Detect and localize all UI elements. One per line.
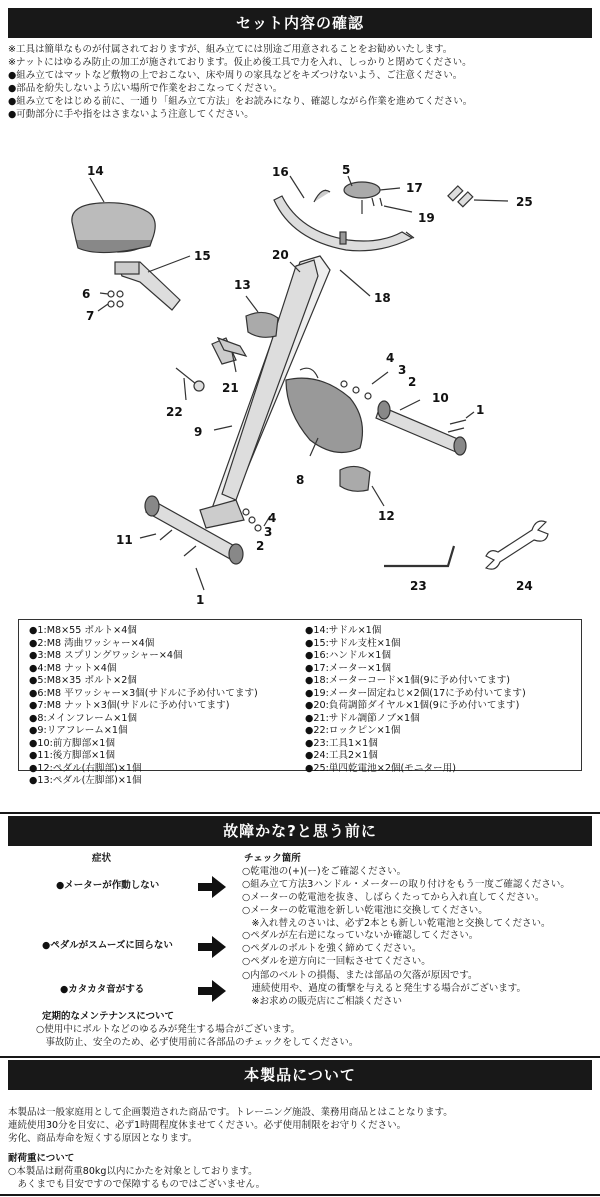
- pedal-left-part: [246, 312, 278, 337]
- label-1-right: 1: [476, 403, 485, 417]
- part-item: ●12:ペダル(右脚部)×1個: [29, 762, 142, 774]
- label-1-bottom: 1: [196, 593, 205, 607]
- note-line: ●可動部分に手や指をはさまないよう注意してください。: [8, 109, 254, 120]
- note-line: ●部品を紛失しないよう広い場所で作業をおこなってください。: [8, 83, 283, 94]
- label-11: 11: [116, 533, 133, 547]
- weight-line: あくまでも目安ですので保障するものではございません。: [8, 1179, 266, 1190]
- weight-title: 耐荷重について: [8, 1153, 75, 1164]
- maintenance-line: ○使用中にボルトなどのゆるみが発生する場合がございます。: [36, 1024, 301, 1035]
- part-item: ●24:工具2×1個: [305, 750, 378, 761]
- divider: [0, 812, 600, 814]
- part-item: ●3:M8 スプリングワッシャー×4個: [29, 650, 183, 661]
- tool-1-part: [384, 546, 454, 566]
- check-line: 連続使用や、過度の衝撃を与えると発生する場合がございます。: [242, 983, 527, 994]
- label-22: 22: [166, 405, 183, 419]
- check-line: ○内部のベルトの損傷、または部品の欠落が原因です。: [242, 970, 478, 981]
- part-item: ●4:M8 ナット×4個: [29, 662, 117, 674]
- part-item: ●9:リアフレーム×1個: [29, 725, 128, 736]
- label-3-bottom: 3: [264, 525, 273, 539]
- label-21: 21: [222, 381, 239, 395]
- note-line: ※工具は簡単なものが付属されておりますが、組み立てには別途ご用意されることをお勧めいたします。: [8, 44, 453, 55]
- label-25: 25: [516, 195, 533, 209]
- label-17: 17: [406, 181, 423, 195]
- pedal-right-part: [340, 466, 370, 491]
- parts-list-left: [29, 625, 258, 788]
- part-item: ●13:ペダル(左脚部)×1個: [29, 775, 142, 786]
- symptom-pedal: ●ペダルがスムーズに回らない: [42, 940, 173, 951]
- label-3-top: 3: [398, 363, 407, 377]
- parts-list-box: [18, 619, 582, 786]
- divider: [0, 1056, 600, 1058]
- note-line: ※ナットにはゆるみ防止の加工が施されております。仮止め後工具で力を入れ、しっかりと閉めてください。: [8, 57, 472, 68]
- maintenance-title: 定期的なメンテナンスについて: [42, 1011, 175, 1022]
- check-line: ○組み立て方法3ハンドル・メーターの取り付けをもう一度ご確認ください。: [242, 879, 570, 890]
- weight-line: ○本製品は耐荷重80kg以内にかたを対象としております。: [8, 1166, 258, 1177]
- part-item: ●1:M8×55 ボルト×4個: [29, 625, 137, 636]
- label-16: 16: [272, 165, 289, 179]
- part-item: ●11:後方脚部×1個: [29, 750, 115, 761]
- part-item: ●25:単四乾電池×2個(モニター用): [305, 762, 456, 774]
- meter-part: [344, 182, 380, 198]
- part-item: ●18:メーターコード×1個(9に予め付いてます): [305, 675, 511, 686]
- check-line: ○ペダルのボルトを強く締めてください。: [242, 943, 422, 954]
- about-line: 連続使用30分を目安に、必ず1時間程度休ませてください。必ず使用制限をお守りください。: [8, 1120, 407, 1131]
- part-item: ●7:M8 ナット×3個(サドルに予め付いてます): [29, 700, 230, 711]
- about-line: 本製品は一般家庭用として企画製造された商品です。トレーニング施設、業務用商品とはことなります。: [8, 1107, 453, 1118]
- label-24: 24: [516, 579, 533, 593]
- symptom-noise: ●カタカタ音がする: [60, 984, 145, 995]
- label-7: 7: [86, 309, 95, 323]
- arrow-right-icon: [198, 876, 226, 898]
- label-8: 8: [296, 473, 305, 487]
- label-6: 6: [82, 287, 91, 301]
- about-line: 劣化、商品寿命を短くする原因となります。: [8, 1133, 198, 1144]
- label-18: 18: [374, 291, 391, 305]
- symptom-header: 症状: [92, 853, 112, 864]
- check-line: ※入れ替えのさいは、必ず2本とも新しい乾電池と交換してください。: [242, 918, 551, 929]
- part-item: ●6:M8 平ワッシャー×3個(サドルに予め付いてます): [29, 687, 258, 699]
- check-line: ○ペダルが左右逆になっていないか確認してください。: [242, 930, 479, 941]
- about-section-title: 本製品について: [8, 1060, 592, 1090]
- trouble-section-title: 故障かな?と思う前に: [8, 816, 592, 846]
- label-15: 15: [194, 249, 211, 263]
- part-item: ●22:ロックピン×1個: [305, 725, 401, 736]
- label-23: 23: [410, 579, 427, 593]
- label-4-top: 4: [386, 351, 395, 365]
- arrow-right-icon: [198, 980, 226, 1002]
- part-item: ●14:サドル×1個: [305, 625, 382, 636]
- label-14: 14: [87, 164, 104, 178]
- parts-diagram: [0, 140, 600, 615]
- check-line: ※お求めの販売店にご相談ください: [242, 996, 402, 1007]
- maintenance-line: 事故防止、安全のため、必ず使用前に各部品のチェックをしてください。: [36, 1037, 359, 1048]
- label-2-top: 2: [408, 375, 417, 389]
- part-item: ●20:負荷調節ダイヤル×1個(9に予め付いてます): [305, 700, 520, 711]
- part-item: ●17:メーター×1個: [305, 662, 391, 674]
- check-line: ○乾電池の(+)(ー)をご確認ください。: [242, 866, 407, 877]
- part-item: ●16:ハンドル×1個: [305, 650, 391, 661]
- part-item: ●21:サドル調節ノブ×1個: [305, 712, 420, 724]
- part-item: ●8:メインフレーム×1個: [29, 712, 138, 724]
- part-item: ●19:メーター固定ねじ×2個(17に予め付いてます): [305, 687, 526, 699]
- label-12: 12: [378, 509, 395, 523]
- parts-list-right: [305, 625, 526, 775]
- part-item: ●10:前方脚部×1個: [29, 737, 115, 749]
- note-line: ●組み立てをはじめる前に、一通り「組み立て方法」をお読みになり、確認しながら作業を進めてください。: [8, 96, 473, 107]
- check-header: チェック箇所: [244, 853, 301, 864]
- tool-2-part: [486, 521, 548, 569]
- check-line: ○メーターの乾電池を抜き、しばらくたってから入れ直してください。: [242, 892, 545, 903]
- label-13: 13: [234, 278, 251, 292]
- bottom-divider: [0, 1194, 600, 1196]
- label-2-bottom: 2: [256, 539, 265, 553]
- part-item: ●2:M8 湾曲ワッシャー×4個: [29, 637, 155, 649]
- label-9-visible: 9: [194, 425, 203, 439]
- label-20: 20: [272, 248, 289, 262]
- part-item: ●5:M8×35 ボルト×2個: [29, 675, 137, 686]
- label-10: 10: [432, 391, 449, 405]
- contents-section-title: セット内容の確認: [8, 8, 592, 38]
- part-item: ●15:サドル支柱×1個: [305, 637, 401, 649]
- check-line: ○ペダルを逆方向に一回転させてください。: [242, 956, 431, 967]
- label-5: 5: [342, 163, 351, 177]
- label-19: 19: [418, 211, 435, 225]
- check-line: ○メーターの乾電池を新しい乾電池に交換してください。: [242, 905, 488, 916]
- part-item: ●23:工具1×1個: [305, 737, 378, 749]
- lock-pin-part: [176, 368, 196, 384]
- note-line: ●組み立てはマットなど敷物の上でおこない、床や周りの家具などをキズつけないよう、ご注意ください。: [8, 70, 463, 81]
- arrow-right-icon: [198, 936, 226, 958]
- label-4-bottom: 4: [268, 511, 277, 525]
- symptom-meter: ●メーターが作動しない: [56, 880, 160, 891]
